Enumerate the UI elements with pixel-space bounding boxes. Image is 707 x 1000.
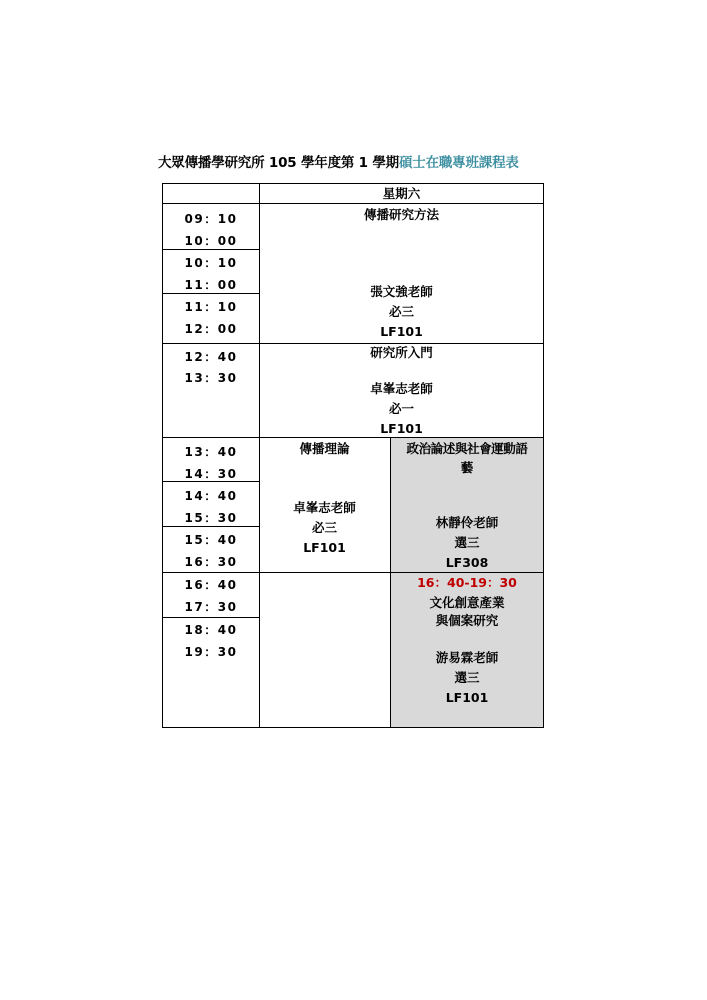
- time-slot: 11：10: [184, 300, 238, 314]
- course-name-line2: 藝: [460, 460, 474, 475]
- time-slot: 10：10: [184, 256, 238, 270]
- course-type: 必三: [388, 304, 414, 319]
- time-slot: 16：40: [184, 578, 238, 592]
- course-type: 選三: [454, 670, 480, 685]
- course-name: 研究所入門: [370, 345, 433, 360]
- course-teacher: 卓峯志老師: [370, 381, 433, 396]
- slot-divider: [162, 293, 259, 294]
- course-name: 文化創意產業: [429, 595, 505, 610]
- course-type: 必三: [311, 520, 337, 535]
- header-divider: [162, 203, 544, 204]
- time-slot: 11：00: [184, 278, 238, 292]
- course-type: 必一: [388, 401, 414, 416]
- course-type: 選三: [454, 535, 480, 550]
- course-room: LF308: [445, 555, 489, 570]
- course-room: LF101: [380, 421, 423, 436]
- time-slot: 13：30: [184, 371, 238, 385]
- time-slot: 10：00: [184, 234, 238, 248]
- slot-divider: [162, 526, 259, 527]
- course-time: 16：40-19：30: [417, 575, 517, 590]
- course-teacher: 卓峯志老師: [293, 500, 356, 515]
- title-accent: 碩士在職專班課程表: [398, 155, 519, 171]
- time-slot: 17：30: [184, 600, 238, 614]
- time-slot: 12：00: [184, 322, 238, 336]
- time-slot: 16：30: [184, 555, 238, 569]
- course-name-line2: 與個案研究: [435, 613, 499, 628]
- time-slot: 14：40: [184, 489, 238, 503]
- day-header: 星期六: [382, 186, 421, 201]
- slot-divider: [162, 249, 259, 250]
- title-prefix: 大眾傳播學研究所 105 學年度第 1 學期: [158, 155, 399, 171]
- slot-divider: [162, 617, 259, 618]
- time-slot: 14：30: [184, 467, 238, 481]
- course-name: 傳播理論: [299, 441, 350, 456]
- course-teacher: 林靜伶老師: [435, 515, 499, 530]
- time-slot: 12：40: [184, 350, 238, 364]
- page-title: [158, 151, 558, 171]
- course-room: LF101: [380, 324, 423, 339]
- time-slot: 15：30: [184, 511, 238, 525]
- course-room: LF101: [303, 540, 346, 555]
- course-name: 政治論述與社會運動語: [406, 441, 528, 456]
- time-slot: 19：30: [184, 645, 238, 659]
- course-teacher: 游易霖老師: [435, 650, 499, 665]
- course-name: 傳播研究方法: [363, 207, 439, 222]
- time-slot: 18：40: [184, 623, 238, 637]
- course-teacher: 張文強老師: [370, 284, 433, 299]
- time-slot: 09：10: [184, 212, 238, 226]
- schedule-table: [162, 183, 544, 728]
- course-room: LF101: [445, 690, 489, 705]
- time-slot: 13：40: [184, 445, 238, 459]
- time-slot: 15：40: [184, 533, 238, 547]
